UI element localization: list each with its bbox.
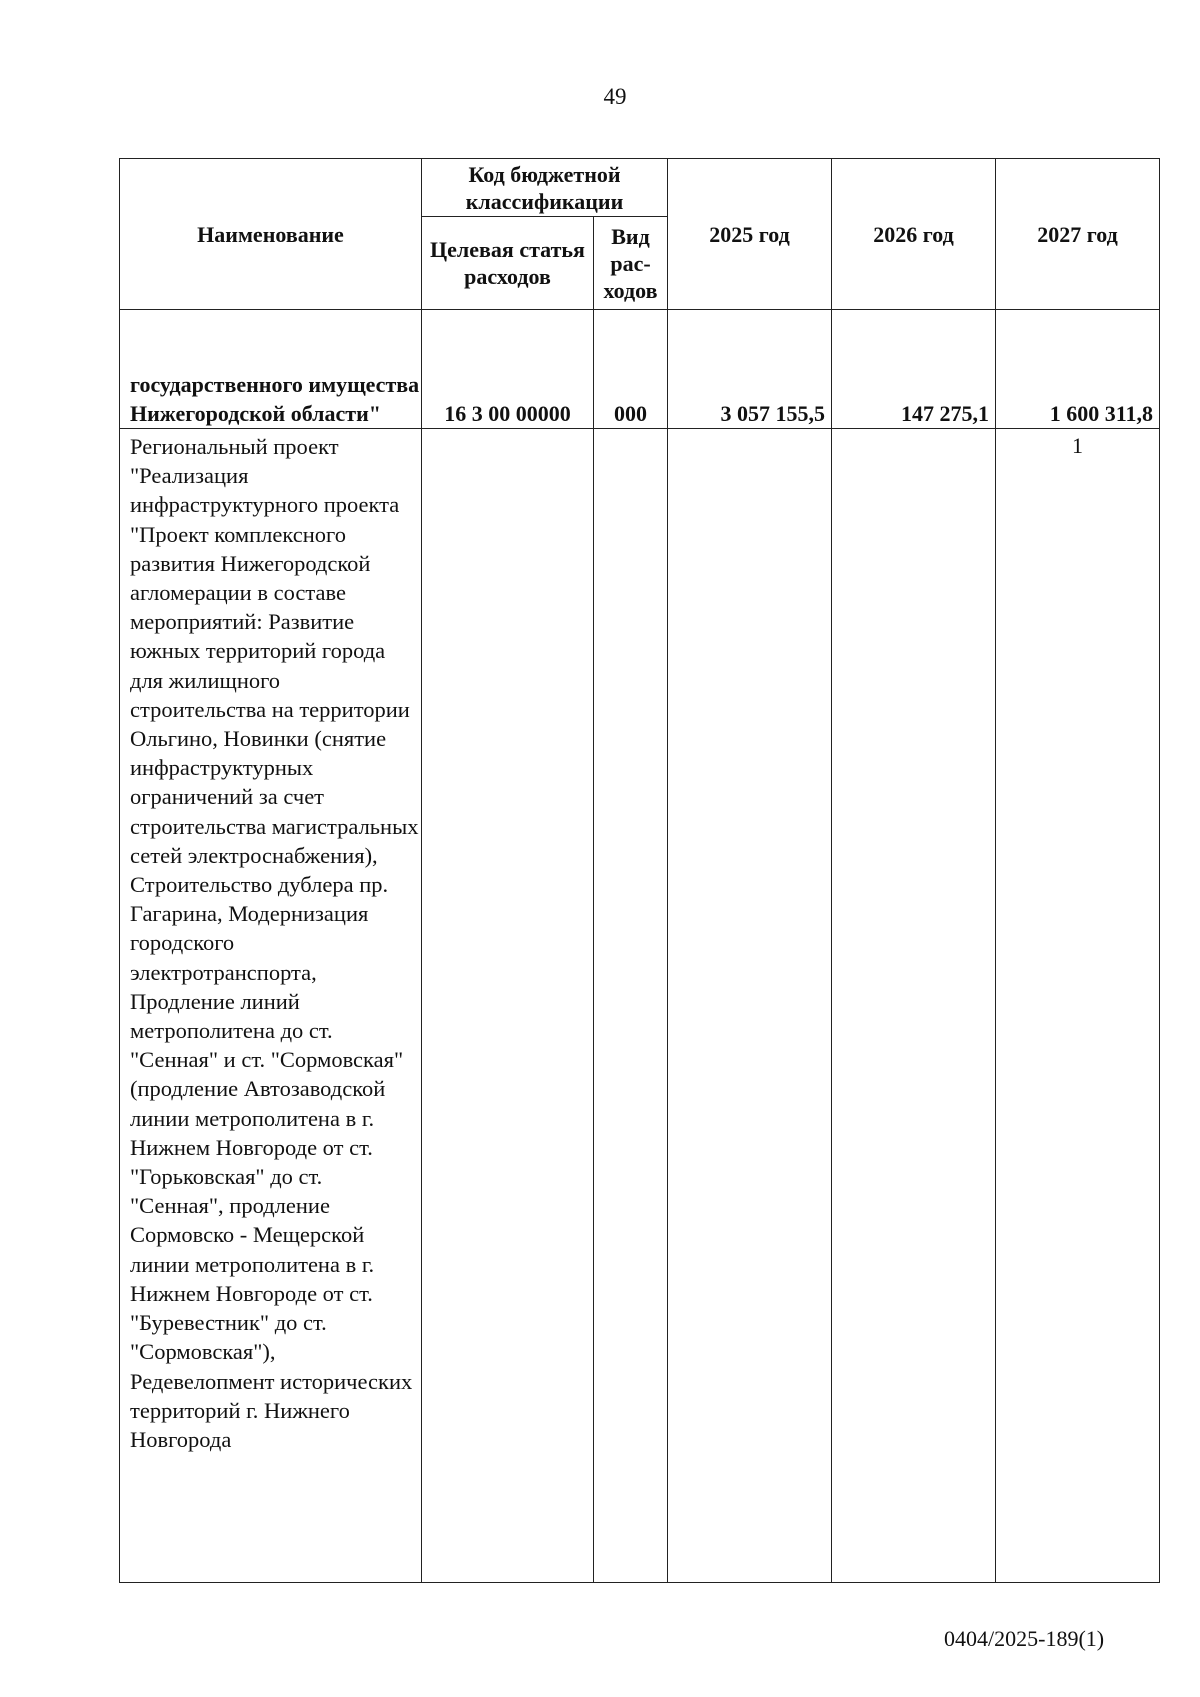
row-name: Региональный проект "Реализация инфраструктурного проекта "Проект комплексного развития Нижегородской агломерации в составе мероприятий: Развитие южных территорий города для жилищного строительства на территории Ольгино, Новинки (снятие инфраструктурных ограничений за счет строительства магистральных сетей электроснабжения), Строительство дублера пр. Гагарина, Модернизация городского электротранспорта, Продление линий метрополитена до ст. "Сенная" и ст. "Сормовская" (продление Автозаводской линии метрополитена в г. Нижнем Новгороде от ст. "Горьковская" до ст. "Сенная", продление Сормовско - Мещерской линии метрополитена в г. Нижнем Новгороде от ст. "Буревестник" до ст. "Сормовская"), Редевелопмент исторических территорий г. Нижнего Новгорода — [120, 429, 422, 1583]
budget-table — [119, 158, 1160, 1583]
row-value-2026 — [832, 429, 996, 1583]
row-value-2025: 3 057 155,5 — [668, 310, 832, 429]
header-budget-code: Код бюджетной классификации — [422, 159, 668, 217]
header-name: Наименование — [120, 159, 422, 310]
header-expense-type-line1: Вид рас- — [610, 223, 651, 276]
header-year-2027: 2027 год — [996, 159, 1160, 310]
table-header-row — [120, 159, 1160, 217]
row-expense-type: 000 — [594, 310, 668, 429]
header-target-article: Целевая статья расходов — [422, 217, 594, 310]
header-expense-type-line2: ходов — [603, 277, 658, 303]
header-year-2025: 2025 год — [668, 159, 832, 310]
table-row — [120, 429, 1160, 1583]
row-target-article: 16 3 00 00000 — [422, 310, 594, 429]
header-year-2026: 2026 год — [832, 159, 996, 310]
row-expense-type — [594, 429, 668, 1583]
row-target-article — [422, 429, 594, 1583]
row-name: государственного имущества Нижегородской области" — [120, 310, 422, 429]
row-value-2025 — [668, 429, 832, 1583]
row-value-2027: 1 600 311,8 — [996, 310, 1160, 429]
page-number: 49 — [603, 84, 627, 109]
header-expense-type — [594, 217, 668, 310]
row-value-2027: 1 — [996, 429, 1160, 1583]
table-row — [120, 310, 1160, 429]
row-value-2026: 147 275,1 — [832, 310, 996, 429]
document-code: 0404/2025-189(1) — [944, 1626, 1105, 1651]
